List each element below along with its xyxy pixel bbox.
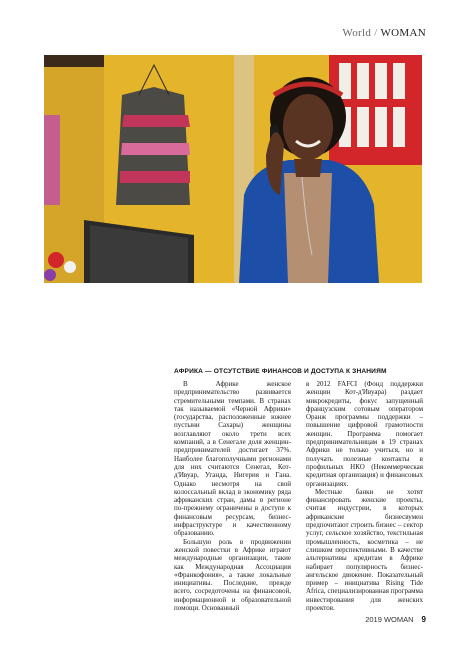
article-photo bbox=[44, 55, 422, 283]
paragraph: в 2012 FAFCI (Фонд поддержки женщин Кот-д'Ивуара) раздает микрокредиты, фокус запущенный французским сотовым оператором Оранж программы поддержки – повышение цифровой грамотности женщин. Программа помогает предпринимательницам в 19 странах Африки не только учиться, но и получать полезные контакты в профильных НКО (Некоммерческая кредитная организация) и финансовых организациях. bbox=[306, 380, 423, 488]
photo-illustration bbox=[44, 55, 422, 283]
header-section: World bbox=[342, 27, 372, 39]
article-caption: АФРИКА — ОТСУТСТВИЕ ФИНАНСОВ И ДОСТУПА К ЗНАНИЯМ bbox=[174, 368, 387, 375]
running-header bbox=[342, 27, 426, 39]
page-number: 9 bbox=[421, 615, 426, 624]
page-footer bbox=[365, 615, 426, 624]
article-column-2 bbox=[306, 380, 423, 612]
header-magazine: WOMAN bbox=[380, 27, 426, 39]
paragraph: Большую роль в продвижении женской повестки в Африке играют международные организации, такие как Международная Ассоциация «Франкофония», а также локальные инициативы. Последние, прежде всего, сосредоточены на финансовой, информационной и образовательной помощи. Основанный bbox=[174, 537, 291, 613]
paragraph: В Африке женское предпринимательство развивается стремительными темпами. В странах так называемой «Черной Африки» (государства, расположенные южнее пустыни Сахары) женщины возглавляют около трети всех компаний, а в Сенегале доля женщин-предпринимателей достигает 37%. Наиболее благополучными регионами для них считаются Сенегал, Кот-д'Ивуар, Уганда, Нигерия и Гана. Однако несмотря на свой колоссальный вклад в экономику ряда африканских стран, дамы в регионе по-прежнему ограничены в доступе к финансовым ресурсам, бизнес-инфраструктуре и качественному образованию. bbox=[174, 380, 291, 538]
footer-issue: 2019 WOMAN bbox=[365, 615, 414, 624]
photo-shelf-top bbox=[44, 55, 104, 67]
photo-pink-fabric bbox=[44, 115, 60, 205]
article-column-1 bbox=[174, 380, 291, 612]
header-separator: / bbox=[374, 27, 378, 39]
paragraph: Местные банки не хотят финансировать женские проекты, считая индустрии, в которых африканские бизнесвумен предпочитают строить бизнес – сектор услуг, сельское хозяйство, текстильная промышленность, косметика – не слишком перспективными. В качестве альтернативы кредитам в Африке набирает популярность бизнес-ангельское движение. Показательный пример – инициатива Rising Tide Africa, специализированная программа инвестирования для женских проектов. bbox=[306, 487, 423, 613]
